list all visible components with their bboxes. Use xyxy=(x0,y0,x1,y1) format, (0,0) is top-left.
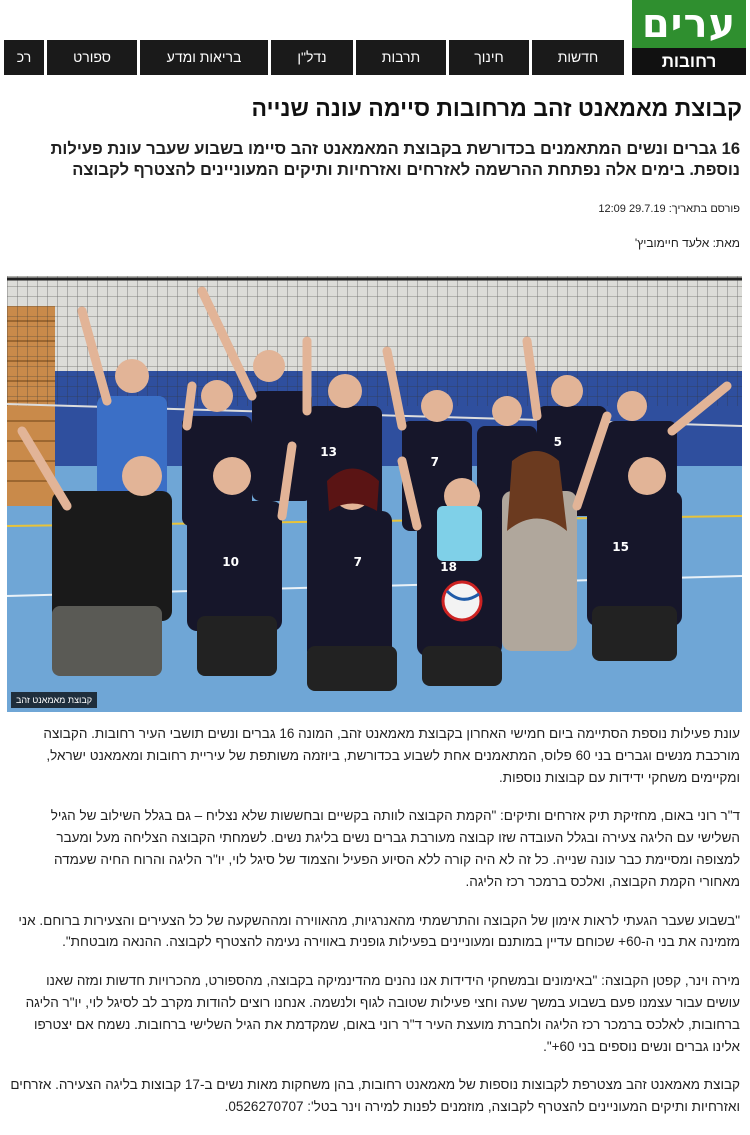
article-title: קבוצת מאמאנט זהב מרחובות סיימה עונה שנייה xyxy=(251,95,742,121)
body-paragraph-2: ד"ר רוני באום, מחזיקת תיק אזרחים ותיקים: "הקמת הקבוצה לוותה בקשיים ובחששות שלא נצליח – גם בגלל השילוב של הגיל השלישי עם הליגה צעירה ובגלל העובדה שזו קבוצה מעורבת גברים נשים בליגת נשים. לשמחתי הקבוצה הצליחה מעל ומעבר למצופה ומסיימת כבר עונה שנייה. כל זה לא היה קורה ללא הסיוע הפעיל והצמוד של סיגל לוי, יו"ר הליגה והרוח החיה שעמדה מאחורי הקמת הקבוצה, ואלכס ברמכר רכז הליגה. xyxy=(50,808,740,889)
svg-text:15: 15 xyxy=(612,540,629,554)
photo-credit: קבוצת מאמאנט זהב xyxy=(11,692,97,708)
nav-item-education[interactable]: חינוך xyxy=(449,40,529,75)
article-body xyxy=(10,723,740,1135)
svg-text:7: 7 xyxy=(430,455,439,469)
article-photo xyxy=(7,276,742,712)
svg-text:18: 18 xyxy=(440,560,457,574)
nav-item-real-estate[interactable]: נדל"ן xyxy=(271,40,353,75)
nav-item-culture[interactable]: תרבות xyxy=(356,40,446,75)
main-nav xyxy=(0,40,624,75)
site-logo[interactable] xyxy=(632,0,746,75)
nav-item-health-science[interactable]: בריאות ומדע xyxy=(140,40,268,75)
svg-text:5: 5 xyxy=(553,435,562,449)
body-paragraph-5: קבוצת מאמאנט זהב מצטרפת לקבוצות נוספות של מאמאנט רחובות, בהן משחקות מאות נשים ב-17 קבוצות בליגה הצעירה. אזרחים ואזרחיות ותיקים המעוניינים להצטרף לקבוצה, מוזמנים לפנות למירה וינר בטל': 0526270707. xyxy=(10,1077,740,1115)
logo-brand: ערים xyxy=(632,0,746,48)
article-author: מאת: אלעד חיימוביץ' xyxy=(634,236,740,250)
site-header xyxy=(0,0,750,78)
publish-date: פורסם בתאריך: 29.7.19 12:09 xyxy=(598,203,740,215)
nav-item-news[interactable]: חדשות xyxy=(532,40,624,75)
body-paragraph-4: מירה וינר, קפטן הקבוצה: "באימונים ובמשחקי הידידות אנו נהנים מהדינמיקה בקבוצה, מהספורט, מהכרויות חדשות ומזה שאנו עושים עבור עצמנו פעם בשבוע במשך שעה וחצי פעילות שטובה לגוף ולנשמה. אנחנו רוצים להודות מקרב לב לסיגל לוי, יו"ר הליגה ברחובות, לאלכס ברמכר רכז הליגה ולחברת מועצת העיר ד"ר רוני באום, שמקדמת את הגיל השלישי ברחובות. נשמח אם יצטרפו אלינו גברים ונשים נוספים בני 60+". xyxy=(25,973,740,1054)
logo-city: רחובות xyxy=(632,48,746,75)
svg-text:7: 7 xyxy=(353,555,362,569)
team-photo-illustration xyxy=(7,276,742,712)
svg-text:13: 13 xyxy=(320,445,337,459)
body-paragraph-1: עונת פעילות נוספת הסתיימה ביום חמישי האחרון בקבוצת מאמאנט זהב, המונה 16 גברים ונשים תושבי העיר רחובות. הקבוצה מורכבת מנשים וגברים בני 60 פלוס, המתאמנים אחת לשבוע בכדורשת, ביוזמה משותפת של עיריית רחובות ומאמאנט ישראל, ומקיימים משחקי ידידות עם קבוצות נוספות. xyxy=(43,726,740,785)
svg-text:10: 10 xyxy=(222,555,239,569)
nav-item-cars[interactable]: רכ xyxy=(4,40,44,75)
nav-item-sport[interactable]: ספורט xyxy=(47,40,137,75)
body-paragraph-3: "בשבוע שעבר הגעתי לראות אימון של הקבוצה והתרשמתי מהאנרגיות, מהאווירה ומההשקעה של כל הצעירים והצעירות ברוחם. אני מזמינה את בני ה-60+ שכוחם עדיין במותנם ומעוניינים בפעילות גופנית באווירה נעימה להצטרף לקבוצה. ההנאה מובטחת". xyxy=(18,912,740,950)
article-lead: 16 גברים ונשים המתאמנים בכדורשת בקבוצת המאמאנט זהב סיימו בשבוע שעבר עונת פעילות נוספת. בימים אלה נפתחת ההרשמה לאזרחים ואזרחיות ותיקים המעוניינים להצטרף לקבוצה xyxy=(50,140,740,179)
